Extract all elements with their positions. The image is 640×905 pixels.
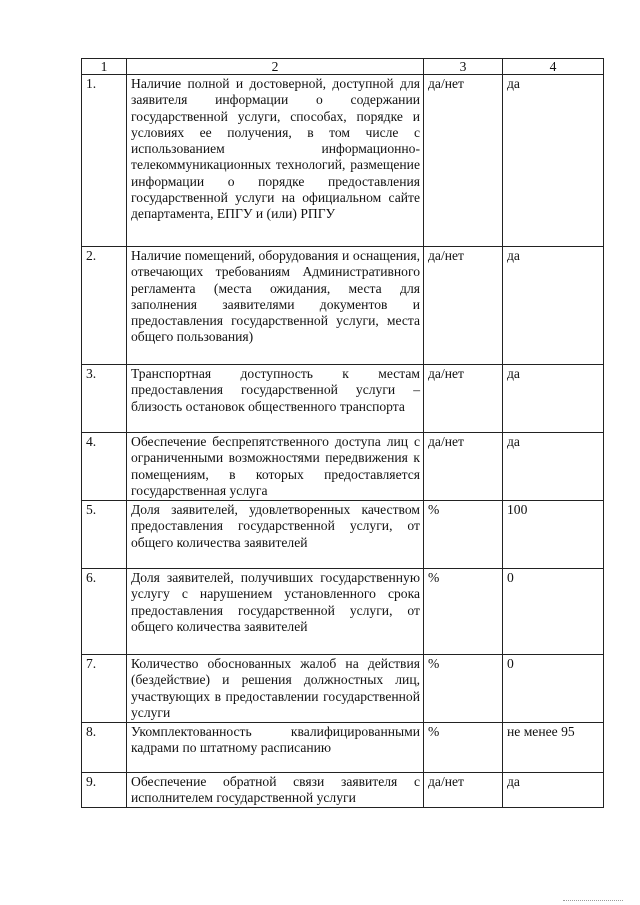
indicator-description: Транспортная доступность к местам предоставления государственной услуги – близость остановок общественного транспорта [127,365,424,433]
row-number: 8. [82,723,127,773]
table-row [82,773,604,808]
unit-of-measure: % [424,501,503,569]
indicator-description: Наличие помещений, оборудования и оснащения, отвечающих требованиям Административного регламента (места ожидания, места для заполнения заявителями документов и предоставления государственной услуги, места общего пользования) [127,247,424,365]
header-col-2: 2 [127,59,424,75]
normative-value: 0 [503,655,604,723]
normative-value: да [503,75,604,247]
indicators-table [81,58,604,808]
header-row [82,59,604,75]
indicator-description: Количество обоснованных жалоб на действия (бездействие) и решения должностных лиц, участвующих в предоставлении государственной услуги [127,655,424,723]
table-row [82,247,604,365]
normative-value: да [503,433,604,501]
header-col-1: 1 [82,59,127,75]
indicator-description: Наличие полной и достоверной, доступной для заявителя информации о содержании государственной услуги, способах, порядке и условиях ее получения, в том числе с использованием информационно-телекоммуникационных технологий, размещение информации о порядке предоставления государственной услуги на официальном сайте департамента, ЕПГУ и (или) РПГУ [127,75,424,247]
indicator-description: Доля заявителей, удовлетворенных качеством предоставления государственной услуги, от общего количества заявителей [127,501,424,569]
unit-of-measure: да/нет [424,247,503,365]
unit-of-measure: % [424,655,503,723]
row-number: 3. [82,365,127,433]
table-row [82,365,604,433]
normative-value: не менее 95 [503,723,604,773]
table-row [82,723,604,773]
unit-of-measure: % [424,723,503,773]
table-row [82,75,604,247]
indicator-description: Укомплектованность квалифицированными кадрами по штатному расписанию [127,723,424,773]
indicator-description: Доля заявителей, получивших государственную услугу с нарушением установленного срока предоставления государственной услуги, от общего количества заявителей [127,569,424,655]
unit-of-measure: да/нет [424,773,503,808]
normative-value: да [503,247,604,365]
normative-value: да [503,365,604,433]
unit-of-measure: да/нет [424,433,503,501]
table-row [82,433,604,501]
normative-value: 0 [503,569,604,655]
normative-value: 100 [503,501,604,569]
row-number: 2. [82,247,127,365]
indicator-description: Обеспечение обратной связи заявителя с исполнителем государственной услуги [127,773,424,808]
row-number: 6. [82,569,127,655]
page-edge-mark [563,900,623,901]
table-row [82,655,604,723]
unit-of-measure: % [424,569,503,655]
table-row [82,569,604,655]
normative-value: да [503,773,604,808]
row-number: 1. [82,75,127,247]
row-number: 4. [82,433,127,501]
row-number: 7. [82,655,127,723]
row-number: 5. [82,501,127,569]
unit-of-measure: да/нет [424,365,503,433]
header-col-3: 3 [424,59,503,75]
row-number: 9. [82,773,127,808]
indicator-description: Обеспечение беспрепятственного доступа лиц с ограниченными возможностями передвижения к помещениям, в которых предоставляется государственная услуга [127,433,424,501]
header-col-4: 4 [503,59,604,75]
unit-of-measure: да/нет [424,75,503,247]
table-row [82,501,604,569]
